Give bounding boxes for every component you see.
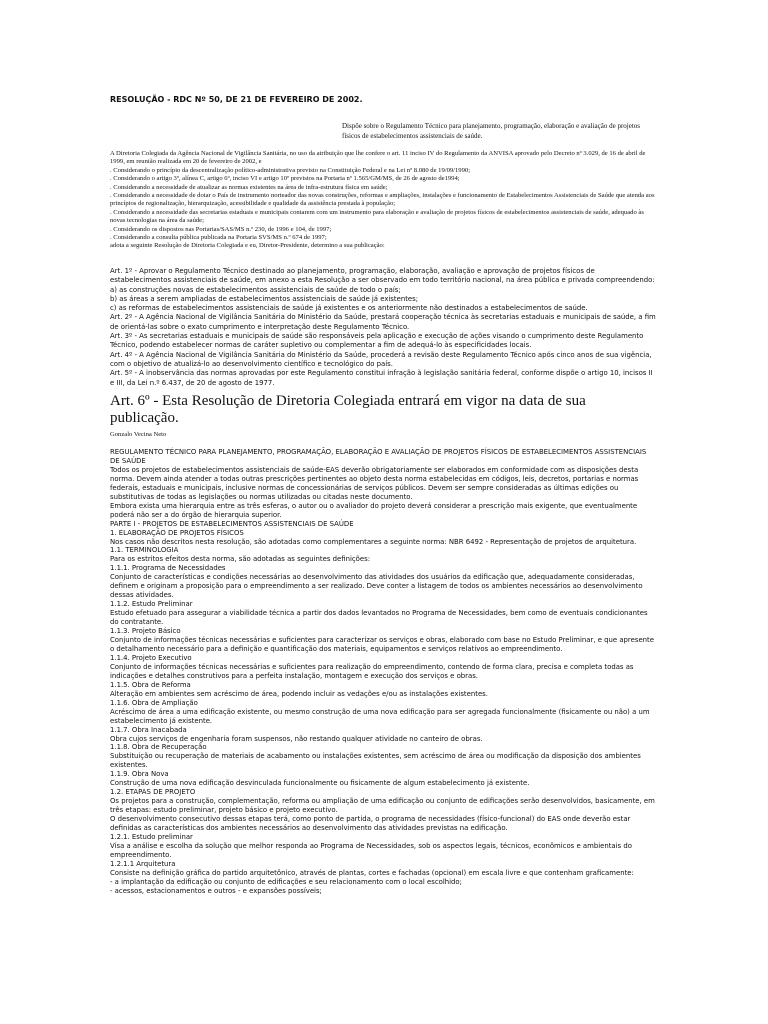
paragraph: Os projetos para a construção, complementação, reforma ou ampliação de uma edificação ou conjunto de edificações serão desenvolvidos, basicamente, em três etapas: estudo preliminar, projeto básico e projeto executivo. — [110, 797, 655, 815]
resolution-title: RESOLUÇÃO - RDC Nº 50, DE 21 DE FEVEREIRO DE 2002. — [110, 95, 363, 104]
preamble-paragraph: . Considerando o princípio da descentralização político-administrativa previsto na Constituição Federal e na Lei nº 8.080 de 19/09/1990; — [110, 166, 471, 174]
preamble-paragraph: . Considerando os dispostos nas Portarias/SAS/MS n.º 230, de 1996 e 104, de 1997; — [110, 225, 332, 233]
section-heading: 1.1.6. Obra de Ampliação — [110, 698, 198, 707]
section-heading: 1.1.1. Programa de Necessidades — [110, 564, 226, 573]
paragraph: Conjunto de informações técnicas necessárias e suficientes para realização do empreendimento, contendo de forma clara, precisa e completa todas as indicações e detalhes construtivos para a perfeita instalação, montagem e execução dos serviços e obras. — [110, 662, 634, 680]
section-heading: 1.1.9. Obra Nova — [110, 770, 169, 779]
preamble-paragraph: . Considerando a consulta pública publicada na Portaria SVS/MS n.º 674 de 1997; — [110, 234, 327, 242]
section-heading: 1. ELABORAÇÃO DE PROJETOS FÍSICOS — [110, 528, 244, 537]
section-heading: 1.1.2. Estudo Preliminar — [110, 600, 193, 609]
paragraph: Nos casos não descritos nesta resolução, são adotadas como complementares a seguinte norma: NBR 6492 - Representação de projetos de arquitetura. — [110, 537, 637, 546]
preamble-paragraph: adota a seguinte Resolução de Diretoria Colegiada e eu, Diretor-Presidente, determino a sua publicação: — [110, 242, 385, 250]
signature: Gonzalo Vecina Neto — [110, 431, 167, 438]
article-6: Art. 6º - Esta Resolução de Diretoria Colegiada entrará em vigor na data de sua publicação. — [110, 393, 586, 426]
regulation-heading: REGULAMENTO TÉCNICO PARA PLANEJAMENTO, PROGRAMAÇÃO, ELABORAÇÃO E AVALIAÇÃO DE PROJETOS FÍSICOS DE ESTABELECIMENTOS ASSISTENCIAIS DE SAÚDE — [110, 448, 647, 465]
paragraph: Consiste na definição gráfica do partido arquitetônico, através de plantas, cortes e fachadas (opcional) em escala livre e que contenham graficamente: — [110, 868, 634, 877]
paragraph: Para os estritos efeitos desta norma, são adotadas as seguintes definições: — [110, 555, 371, 564]
resolution-ementa: Dispõe sobre o Regulamento Técnico para planejamento, programação, elaboração e avaliação de projetos físicos de estabelecimentos assistenciais de saúde. — [342, 122, 641, 140]
preamble-paragraph: . Considerando a necessidade das secretarias estaduais e municipais contarem com um instrumento para elaboração e avaliação de projetos físicos de estabelecimentos assistenciais de saúde, adequado às novas tecnologias na área da saúde; — [110, 208, 644, 225]
paragraph: Conjunto de características e condições necessárias ao desenvolvimento das atividades dos usuários da edificação que, adequadamente consideradas, definem e originam a proposição para o empreendimento a ser realizado. Deve conter a listagem de todos os ambientes necessários ao desenvolvimento dessas atividades. — [110, 573, 643, 600]
paragraph: Acréscimo de área a uma edificação existente, ou mesmo construção de uma nova edificação para ser agregada funcionalmente (fisicamente ou não) a um estabelecimento já existente. — [110, 707, 650, 725]
paragraph: Alteração em ambientes sem acréscimo de área, podendo incluir as vedações e/ou as instalações existentes. — [110, 689, 488, 698]
article-item: c) as reformas de estabelecimentos assistenciais de saúde já existentes e os anteriormente não destinados a estabelecimentos de saúde. — [110, 304, 588, 313]
section-heading: 1.1. TERMINOLOGIA — [110, 546, 179, 555]
section-heading: 1.1.7. Obra Inacabada — [110, 725, 187, 734]
section-heading: 1.1.4. Projeto Executivo — [110, 653, 192, 662]
section-heading: 1.1.8. Obra de Recuperação — [110, 743, 207, 752]
paragraph: Embora exista uma hierarquia entre as três esferas, o autor ou o avaliador do projeto deverá considerar a prescrição mais exigente, que eventualmente poderá não ser a do órgão de hierarquia superior. — [110, 501, 638, 519]
preamble-paragraph: . Considerando o artigo 3º, alínea C, artigo 6º, inciso VI e artigo 10º previstos na Portaria nº 1.565/GM/MS, de 26 de agosto de1994; — [110, 175, 460, 183]
preamble-paragraph: . Considerando a necessidade de dotar o País de instrumento norteador das novas construções, reformas e ampliações, instalações e funcionamento de Estabelecimentos Assistenciais de Saúde que atenda aos princípios de regionalização, hierarquização, acessibilidade e qualidade da assistência prestada à população; — [110, 192, 655, 208]
paragraph: Substituição ou recuperação de materiais de acabamento ou instalações existentes, sem acréscimo de área ou modificação da disposição dos ambientes existentes. — [110, 752, 641, 770]
article-item: a) as construções novas de estabelecimentos assistenciais de saúde de todo o país; — [110, 285, 401, 294]
paragraph: O desenvolvimento consecutivo dessas etapas terá, como ponto de partida, o programa de necessidades (físico-funcional) do EAS onde deverão estar definidas as características dos ambientes necessários ao desenvolvimento das atividades previstas na edificação. — [110, 815, 631, 833]
section-heading: 1.1.3. Projeto Básico — [110, 627, 181, 636]
preamble-paragraph: . Considerando a necessidade de atualizar as normas existentes na área de infra-estrutura física em saúde; — [110, 183, 388, 191]
paragraph: Estudo efetuado para assegurar a viabilidade técnica a partir dos dados levantados no Programa de Necessidades, bem como de eventuais condicionantes do contratante. — [110, 609, 648, 627]
article: Art. 3º - As secretarias estaduais e municipais de saúde são responsáveis pela aplicação e execução de ações visando o cumprimento deste Regulamento Técnico, podendo estabelecer normas de caráter supletivo ou complementar a fim de adequá-lo às especificidades locais. — [110, 332, 644, 350]
list-item: - a implantação da edificação ou conjunto de edificações e seu relacionamento com o local escolhido; — [110, 877, 462, 886]
paragraph: Construção de uma nova edificação desvinculada funcionalmente ou fisicamente de algum estabelecimento já existente. — [110, 779, 530, 788]
preamble-paragraph: A Diretoria Colegiada da Agência Nacional de Vigilância Sanitária, no uso da atribuição que lhe confere o art. 11 inciso IV do Regulamento da ANVISA aprovado pelo Decreto nº 3.029, de 16 de abril de 1999, em reunião realizada em 20 de fevereiro de 2002, e — [110, 150, 646, 166]
article: Art. 4º - A Agência Nacional de Vigilância Sanitária do Ministério da Saúde, procederá a revisão deste Regulamento Técnico após cinco anos de sua vigência, com o objetivo de atualizá-lo ao desenvolvimento científico e tecnológico do país. — [110, 350, 652, 368]
section-heading: PARTE I - PROJETOS DE ESTABELECIMENTOS ASSISTENCIAIS DE SAÚDE — [110, 519, 354, 528]
regulation-body — [110, 448, 656, 896]
list-item: - acessos, estacionamentos e outros - e expansões possíveis; — [110, 886, 322, 895]
paragraph: Visa a análise e escolha da solução que melhor responda ao Programa de Necessidades, sob os aspectos legais, técnicos, econômicos e ambientais do empreendimento. — [110, 841, 632, 859]
article: Art. 1º - Aprovar o Regulamento Técnico destinado ao planejamento, programação, elaboração, avaliação e aprovação de projetos físicos de estabelecimentos assistenciais de saúde, em anexo a esta Resolução a ser observado em todo território nacional, na área pública e privada compreendendo: — [110, 267, 655, 285]
paragraph: Obra cujos serviços de engenharia foram suspensos, não restando qualquer atividade no canteiro de obras. — [110, 734, 483, 743]
article-item: b) as áreas a serem ampliadas de estabelecimentos assistenciais de saúde já existentes; — [110, 294, 419, 303]
articles — [110, 267, 656, 388]
section-heading: 1.1.5. Obra de Reforma — [110, 680, 191, 689]
section-heading: 1.2.1.1 Arquitetura — [110, 859, 176, 868]
article: Art. 2º - A Agência Nacional de Vigilância Sanitária do Ministério da Saúde, prestará cooperação técnica às secretarias estaduais e municipais de saúde, a fim de orientá-las sobre o exato cumprimento e interpretação deste Regulamento Técnico. — [110, 313, 656, 331]
section-heading: 1.2.1. Estudo preliminar — [110, 832, 193, 841]
section-heading: 1.2. ETAPAS DE PROJETO — [110, 788, 196, 797]
article: Art. 5º - A inobservância das normas aprovadas por este Regulamento constitui infração à legislação sanitária federal, conforme dispõe o artigo 10, incisos II e III, da Lei n.º 6.437, de 20 de agosto de 1977. — [110, 369, 653, 387]
paragraph: Conjunto de informações técnicas necessárias e suficientes para caracterizar os serviços e obras, elaborado com base no Estudo Preliminar, e que apresente o detalhamento necessário para a definição e quantificação dos materiais, equipamentos e serviços relativos ao empreendimento. — [110, 636, 654, 653]
preamble — [110, 150, 656, 251]
paragraph: Todos os projetos de estabelecimentos assistenciais de saúde-EAS deverão obrigatoriamente ser elaborados em conformidade com as disposições desta norma. Devem ainda atender a todas outras prescrições pertinentes ao objeto desta norma estabelecidas em códigos, leis, decretos, portarias e normas federais, estaduais e municipais, inclusive normas de concessionárias de serviços públicos. Devem ser sempre consideradas as últimas edições ou substitutivas de todas as legislações ou normas utilizadas ou citadas neste documento. — [110, 465, 639, 501]
